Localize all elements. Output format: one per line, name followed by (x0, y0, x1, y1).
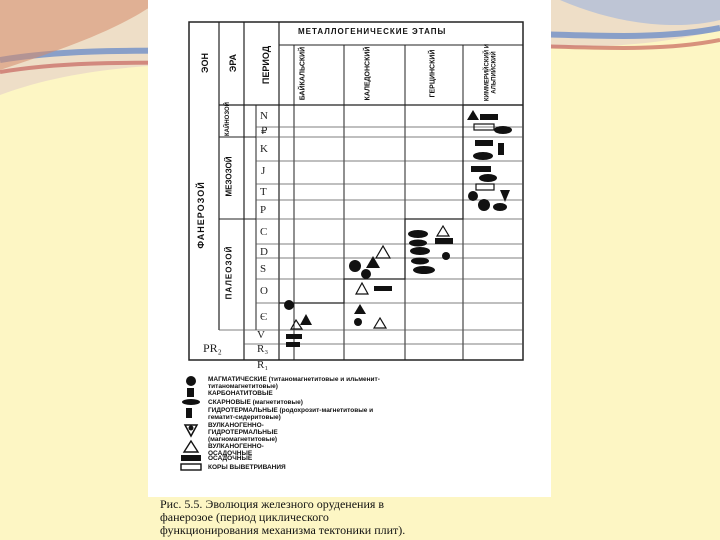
era-header: ЭРА (228, 53, 238, 73)
era-paleozoic: ПАЛЕОЗОЙ (224, 245, 234, 300)
period-header: ПЕРИОД (261, 45, 271, 85)
figure-page (148, 0, 551, 497)
legend-weathering-crust: КОРЫ ВЫВЕТРИВАНИЯ (208, 464, 286, 471)
legend-skarn: СКАРНОВЫЕ (магнетитовые) (208, 399, 303, 406)
period-j: J (261, 165, 266, 177)
period-d: D (260, 246, 268, 258)
legend-volcanogenic-hydrothermal: ВУЛКАНОГЕННО-ГИДРОТЕРМАЛЬНЫЕ (магномагнетитовые) (208, 422, 278, 443)
zone-header: ЭОН (200, 53, 210, 73)
legend-carbonatite: КАРБОНАТИТОВЫЕ (208, 390, 273, 397)
legend-magmatic: МАГМАТИЧЕСКИЕ (титаномагнетитовые и ильменит-титаномагнетитовые) (208, 376, 380, 390)
period-p: P (260, 204, 267, 216)
legend-volcanogenic-sedimentary: ВУЛКАНОГЕННО-ОСАДОЧНЫЕ (208, 443, 264, 457)
period-r3: R₃ (257, 343, 269, 355)
period-n: N (260, 110, 268, 122)
period-cambrian: Є (260, 311, 268, 323)
period-k: K (260, 143, 268, 155)
period-t: T (260, 186, 267, 198)
stage-baikalian: БАЙКАЛЬСКИЙ (299, 46, 307, 101)
era-mesozoic: МЕЗОЗОЙ (224, 156, 234, 197)
caption-line-2: фанерозое (период циклического (160, 510, 329, 524)
period-s: S (260, 263, 267, 275)
legend-sedimentary: ОСАДОЧНЫЕ (208, 455, 253, 462)
stage-hercynian: ГЕРЦИНСКИЙ (429, 49, 437, 98)
caption-line-1: Рис. 5.5. Эволюция железного оруденения в (160, 497, 385, 511)
stage-caledonian: КАЛЕДОНСКИЙ (364, 46, 372, 101)
caption-line-3: функционирования механизма тектоники плит). (160, 523, 406, 537)
era-cenozoic: КАЙНОЗОЙ (225, 102, 231, 136)
period-v: V (257, 329, 265, 341)
legend-hydrothermal: ГИДРОТЕРМАЛЬНЫЕ (родохрозит-магнетитовые и гематит-сидеритовые) (208, 407, 374, 421)
pr2-label: PR₂ (203, 341, 222, 355)
period-c: C (260, 226, 268, 238)
period-r1: R₁ (257, 359, 269, 371)
period-paleogene: ₽ (261, 126, 268, 137)
stages-title: МЕТАЛЛОГЕНИЧЕСКИЕ ЭТАПЫ (298, 27, 447, 36)
period-o: O (260, 285, 268, 297)
figure-caption (160, 498, 560, 537)
eon-label: ФАНЕРОЗОЙ (196, 181, 206, 249)
stage-cimmerian-alpine: КИММЕРИЙСКИЙ И АЛЬПИЙСКИЙ (484, 43, 497, 102)
